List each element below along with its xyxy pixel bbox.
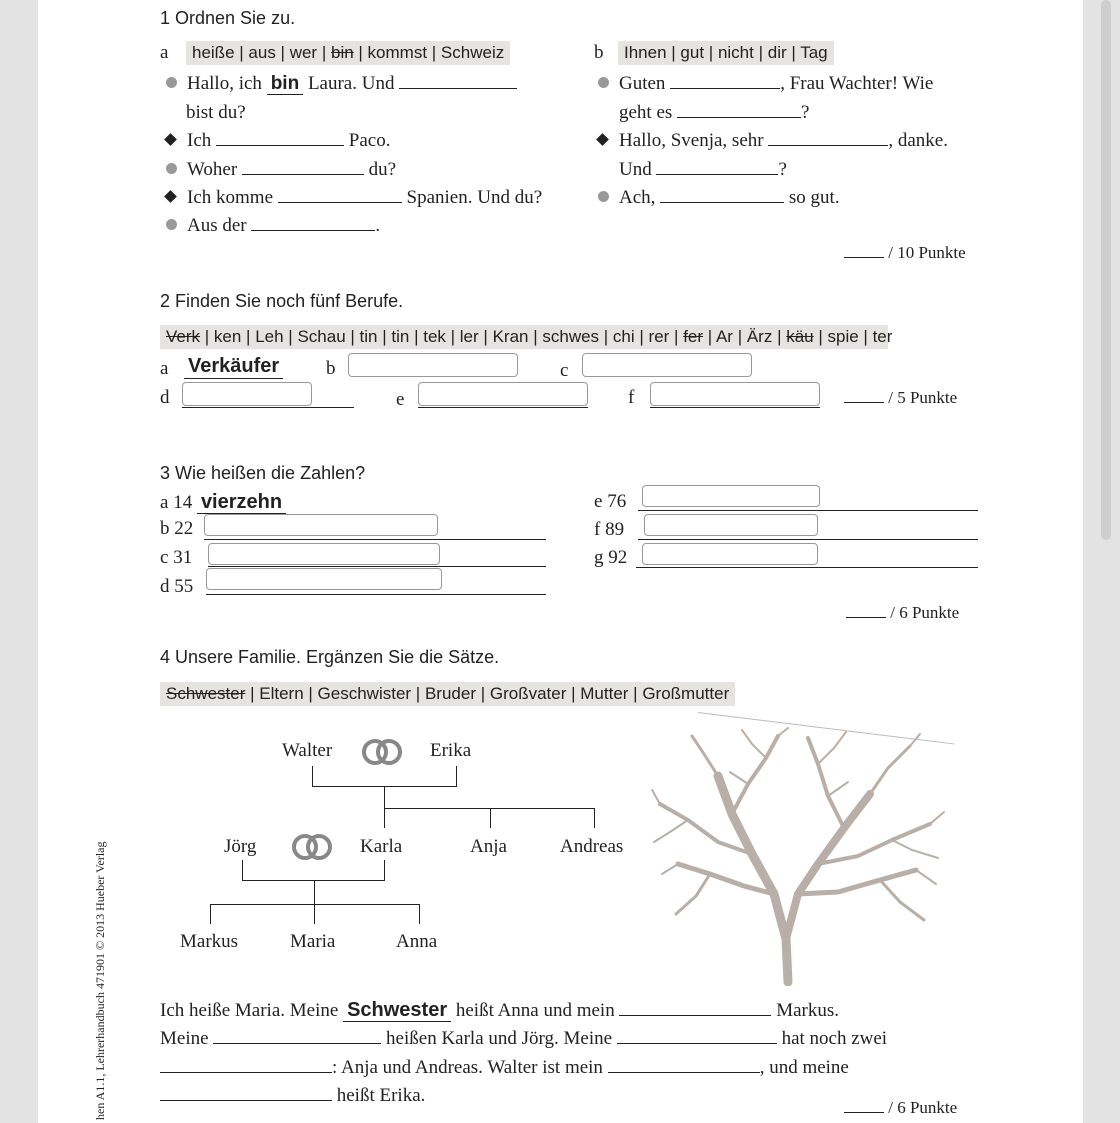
answer-box-f[interactable] [650, 382, 820, 406]
blank-field[interactable] [278, 188, 402, 203]
number-row: a 14 vierzehn [160, 491, 286, 514]
dialogue-line: Guten , Frau Wachter! Wie [598, 73, 933, 95]
answer-box-b[interactable] [348, 353, 518, 377]
dialogue-line: Ich Paco. [166, 130, 390, 152]
blank-field[interactable] [656, 160, 778, 175]
answer-box-31[interactable] [208, 543, 440, 565]
name-maria: Maria [290, 931, 336, 952]
speaker-dot-icon [166, 163, 177, 174]
word-chip: aus [248, 43, 276, 62]
name-joerg: Jörg [224, 836, 257, 857]
name-erika: Erika [430, 740, 472, 761]
word-chip: heiße [192, 43, 235, 62]
marriage-rings-icon [360, 738, 406, 766]
answer-example: Schwester [343, 999, 451, 1022]
word-chip: wer [289, 43, 318, 62]
blank-field[interactable] [399, 74, 517, 89]
answer-box-76[interactable] [642, 485, 820, 507]
label-e: e [396, 389, 405, 410]
word-chip-used: bin [330, 43, 354, 62]
answer-box-55[interactable] [206, 568, 442, 590]
blank-field[interactable] [617, 1029, 777, 1044]
ex2-score: / 5 Punkte [844, 388, 957, 408]
number-row: d 55 [160, 576, 194, 597]
sentence-line: Meine heißen Karla und Jörg. Meine hat noch zwei [160, 1028, 888, 1049]
blank-field[interactable] [216, 131, 344, 146]
ex1-word-bank-b: Ihnen | gut | nicht | dir | Tag [618, 41, 834, 65]
score-field[interactable] [844, 243, 884, 258]
blank-field[interactable] [768, 131, 888, 146]
speaker-diamond-icon [596, 133, 609, 146]
number-row: b 22 [160, 518, 194, 539]
tree-illustration [648, 724, 948, 986]
speaker-dot-icon [166, 219, 177, 230]
answer-box-d[interactable] [182, 382, 312, 406]
ex1-title: 1 Ordnen Sie zu. [160, 8, 296, 28]
ex1-b-letter: b [594, 42, 604, 63]
label-f: f [628, 387, 635, 408]
name-markus: Markus [180, 931, 239, 952]
dialogue-line: Aus der . [166, 215, 380, 237]
answer-example: bin [267, 73, 304, 95]
word-chip: dir [767, 43, 787, 62]
label-a: a [160, 358, 169, 379]
number-row: e 76 [594, 491, 627, 512]
sentence-line: Ich heiße Maria. Meine Schwester heißt Anna und mein Markus. [160, 999, 840, 1021]
scrollbar[interactable] [1101, 0, 1111, 540]
dialogue-line: bist du? [186, 102, 246, 123]
blank-field[interactable] [160, 1086, 332, 1101]
ex2-title: 2 Finden Sie noch fünf Berufe. [160, 291, 404, 311]
marriage-rings-icon [290, 833, 336, 861]
blank-field[interactable] [619, 1001, 771, 1016]
dialogue-line: Ach, so gut. [598, 187, 840, 209]
answer-box-c[interactable] [582, 353, 752, 377]
dialogue-line: Hallo, ich bin Laura. Und [166, 73, 517, 95]
score-field[interactable] [844, 1098, 884, 1113]
word-chip: gut [680, 43, 705, 62]
name-karla: Karla [360, 836, 403, 857]
answer-box-92[interactable] [642, 543, 818, 565]
answer-example: Verkäufer [184, 355, 283, 379]
copyright-sidebar: hen A1.1, Lehrerhandbuch 471901 © 2013 Hueber Verlag [93, 841, 107, 1120]
name-walter: Walter [282, 740, 333, 761]
name-anna: Anna [396, 931, 438, 952]
syllable-bank: Verk | ken | Leh | Schau | tin | tin | tek | ler | Kran | schwes | chi | rer | fer | Ar | Ärz | käu | spie | ter [160, 325, 888, 349]
label-b: b [326, 358, 336, 379]
blank-field[interactable] [213, 1029, 381, 1044]
blank-field[interactable] [677, 103, 801, 118]
number-row: f 89 [594, 519, 625, 540]
word-chip: Schweiz [440, 43, 505, 62]
word-chip: kommst [367, 43, 428, 62]
label-d: d [160, 387, 170, 408]
dialogue-line: Und ? [619, 159, 787, 180]
number-row: g 92 [594, 547, 628, 568]
speaker-diamond-icon [164, 133, 177, 146]
blank-field[interactable] [670, 74, 780, 89]
name-andreas: Andreas [560, 836, 624, 857]
score-field[interactable] [846, 603, 886, 618]
word-chip: Ihnen [624, 43, 667, 62]
answer-box-22[interactable] [204, 514, 438, 536]
dialogue-line: Hallo, Svenja, sehr , danke. [598, 130, 948, 152]
blank-field[interactable] [251, 216, 375, 231]
number-row: c 31 [160, 547, 193, 568]
name-anja: Anja [470, 836, 507, 857]
dialogue-line: geht es ? [619, 102, 810, 123]
blank-field[interactable] [242, 160, 364, 175]
dialogue-line: Ich komme Spanien. Und du? [166, 187, 542, 209]
word-chip: Tag [800, 43, 828, 62]
ex4-title: 4 Unsere Familie. Ergänzen Sie die Sätze. [160, 647, 500, 667]
blank-field[interactable] [160, 1058, 332, 1073]
ex3-title: 3 Wie heißen die Zahlen? [160, 463, 366, 483]
ex1-a-letter: a [160, 42, 169, 63]
score-field[interactable] [844, 388, 884, 403]
answer-example: vierzehn [197, 491, 286, 514]
word-chip: nicht [717, 43, 754, 62]
blank-field[interactable] [660, 188, 784, 203]
sentence-line: heißt Erika. [160, 1085, 425, 1107]
speaker-diamond-icon [164, 190, 177, 203]
dialogue-line: Woher du? [166, 159, 396, 181]
ex1-score: / 10 Punkte [844, 243, 966, 263]
ex1-word-bank-a: heiße | aus | wer | bin | kommst | Schweiz [186, 41, 510, 65]
sentence-line: : Anja und Andreas. Walter ist mein , und meine [160, 1057, 849, 1079]
speaker-dot-icon [166, 77, 177, 88]
blank-field[interactable] [608, 1058, 760, 1073]
speaker-dot-icon [598, 191, 609, 202]
label-c: c [560, 360, 569, 381]
family-word-bank: Schwester | Eltern | Geschwister | Bruder | Großvater | Mutter | Großmutter [160, 682, 735, 706]
ex4-score: / 6 Punkte [844, 1098, 957, 1118]
answer-box-e[interactable] [418, 382, 588, 406]
answer-box-89[interactable] [644, 514, 818, 536]
worksheet-page [38, 0, 1083, 1123]
ex3-score: / 6 Punkte [846, 603, 959, 623]
speaker-dot-icon [598, 77, 609, 88]
